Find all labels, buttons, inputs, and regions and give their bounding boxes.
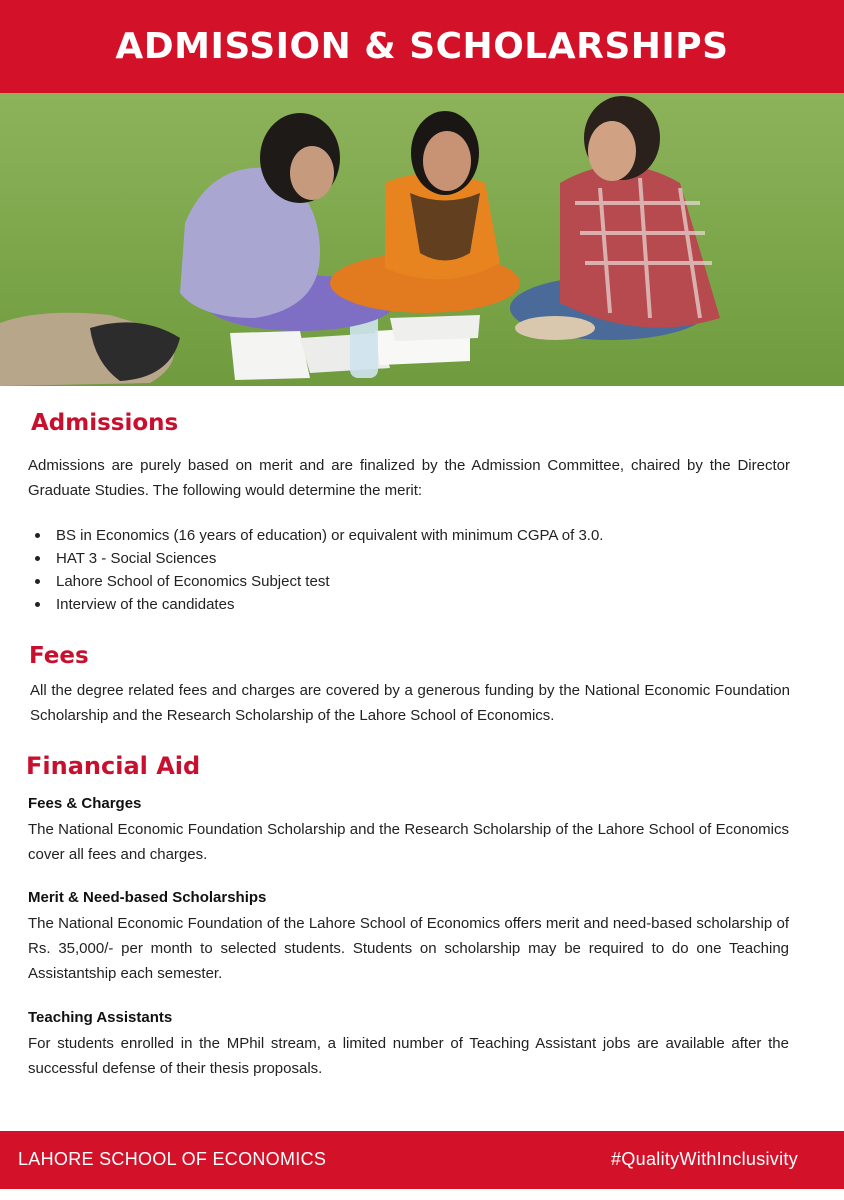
merit-scholarships-subheading: Merit & Need-based Scholarships (28, 889, 267, 906)
hashtag: #QualityWithInclusivity (611, 1149, 798, 1169)
fees-charges-text: The National Economic Foundation Scholarship and the Research Scholarship of the Lahore School of Economics cover all fees and charges. (28, 821, 789, 863)
list-item: HAT 3 - Social Sciences (28, 547, 790, 570)
list-item: Interview of the candidates (28, 593, 790, 616)
merit-scholarships-text: The National Economic Foundation of the Lahore School of Economics offers merit and need-based scholarship of Rs. 35,000/- per month to selected students. Students on scholarship may be required to do one Teaching Assistantship each semester. (28, 915, 789, 982)
financial-aid-heading: Financial Aid (26, 752, 201, 780)
page-title: ADMISSION & SCHOLARSHIPS (115, 26, 729, 67)
admission-criteria-list (28, 524, 790, 616)
fees-text: All the degree related fees and charges are covered by a generous funding by the National Economic Foundation Scholarship and the Research Scholarship of the Lahore School of Economics. (30, 682, 790, 724)
list-item: Lahore School of Economics Subject test (28, 570, 790, 593)
teaching-assistants-subheading: Teaching Assistants (28, 1009, 173, 1026)
teaching-assistants-text: For students enrolled in the MPhil stream, a limited number of Teaching Assistant jobs are available after the successful defense of their thesis proposals. (28, 1035, 789, 1077)
admissions-intro: Admissions are purely based on merit and are finalized by the Admission Committee, chaired by the Director Graduate Studies. The following would determine the merit: (28, 457, 790, 499)
fees-charges-subheading: Fees & Charges (28, 795, 142, 812)
page-header (0, 0, 844, 93)
list-item: BS in Economics (16 years of education) or equivalent with minimum CGPA of 3.0. (28, 524, 790, 547)
students-photo-illustration (0, 93, 844, 386)
school-name: LAHORE SCHOOL OF ECONOMICS (18, 1149, 327, 1169)
page-footer (0, 1131, 844, 1189)
hero-photo (0, 93, 844, 386)
fees-heading: Fees (29, 643, 89, 669)
admissions-heading: Admissions (31, 410, 179, 436)
